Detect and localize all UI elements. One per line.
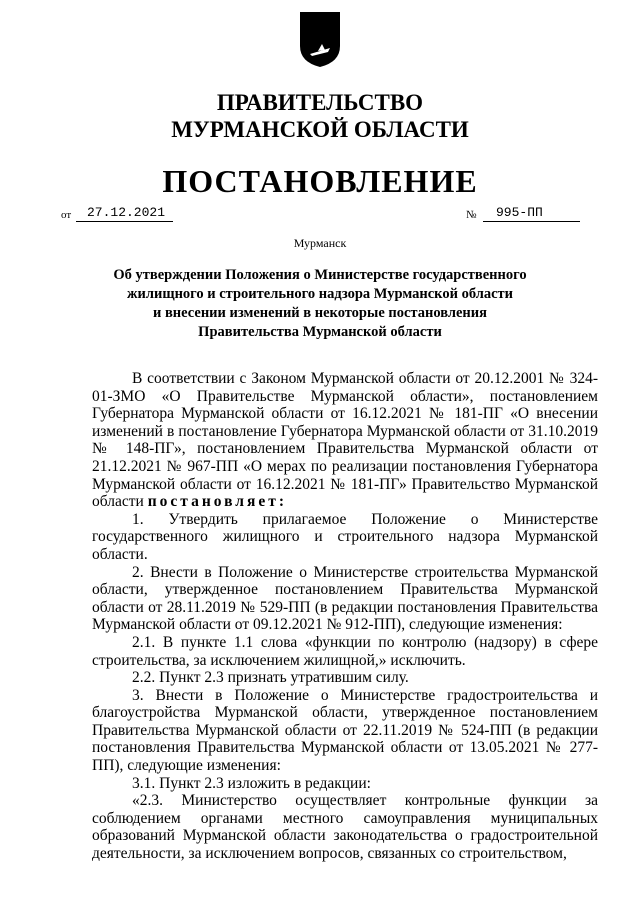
paragraph-2-1: 2.1. В пункте 1.1 слова «функции по контролю (надзору) в сфере строительства, за исключением жилищной,» исключить. [92, 633, 598, 669]
date-value: 27.12.2021 [87, 205, 166, 220]
subject-line4: Правительства Мурманской области [198, 324, 442, 340]
coat-of-arms-icon [298, 10, 342, 68]
paragraph-3-1: 3.1. Пункт 2.3 изложить в редакции: [132, 774, 371, 792]
city-name: Мурманск [293, 236, 347, 250]
paragraph-3-1-quote: «2.3. Министерство осуществляет контрольные функции за соблюдением органами местного самоуправления муниципальных образований Мурманской области законодательства о градостроительной деятельности, за исключением вопросов, связанных со строительством, [92, 792, 598, 863]
number-value: 995-ПП [496, 205, 543, 220]
subject-line3: и внесении изменений в некоторые постановления [153, 305, 487, 321]
subject-line1: Об утверждении Положения о Министерстве государственного [113, 267, 527, 283]
paragraph-2-2: 2.2. Пункт 2.3 признать утратившим силу. [132, 669, 409, 687]
paragraph-2: 2. Внести в Положение о Министерстве строительства Мурманской области, утвержденное постановлением Правительства Мурманской области от 28.11.2019 № 529-ПП (в редакции постановления Правительства Мурманской области от 09.12.2021 № 912-ПП), следующие изменения: [92, 563, 598, 634]
government-heading [0, 89, 640, 143]
number-label: № [466, 209, 477, 221]
government-heading-line1: ПРАВИТЕЛЬСТВО [216, 90, 424, 115]
document-type-title: ПОСТАНОВЛЕНИЕ [162, 163, 478, 199]
date-underline [76, 221, 173, 222]
paragraph-3: 3. Внести в Положение о Министерстве градостроительства и благоустройства Мурманской области, утвержденное постановлением Правительства Мурманской области от 22.11.2019 № 524-ПП (в редакции постановления Правительства Мурманской области от 13.05.2021 № 277-ПП), следующие изменения: [92, 686, 598, 775]
coat-of-arms-emblem [298, 10, 342, 68]
document-subject [90, 266, 550, 342]
subject-line2: жилищного и строительного надзора Мурманской области [126, 286, 514, 302]
government-heading-line2: МУРМАНСКОЙ ОБЛАСТИ [171, 117, 469, 142]
preamble-text: В соответствии с Законом Мурманской области от 20.12.2001 № 324-01-ЗМО «О Правительстве Мурманской области», постановлением Губернатора Мурманской области от 16.12.2021 № 181-ПГ «О внесении изменений в постановление Губернатора Мурманской области от 31.10.2019 № 148-ПГ», постановлением Правительства Мурманской области от 21.12.2021 № 967-ПП «О мерах по реализации постановления Губернатора Мурманской области от 16.12.2021 № 181-ПГ» Правительство Мурманской области [92, 370, 598, 511]
document-body [92, 370, 598, 863]
decides-word: постановляет: [147, 493, 288, 511]
date-label: от [61, 209, 72, 221]
number-underline [483, 221, 580, 222]
preamble-paragraph [92, 370, 598, 511]
paragraph-1: 1. Утвердить прилагаемое Положение о Министерстве государственного жилищного и строительного надзора Мурманской области. [92, 510, 598, 563]
